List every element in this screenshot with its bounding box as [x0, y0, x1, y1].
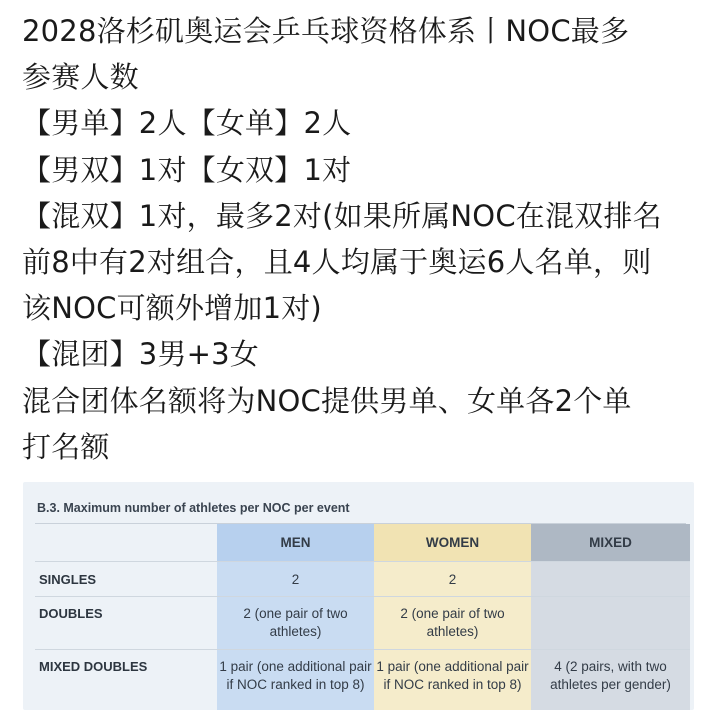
mixed-doubles-line-3: 该NOC可额外增加1对)	[22, 291, 322, 326]
header-women: WOMEN	[374, 524, 531, 561]
event-cell: MIXED DOUBLES	[39, 659, 148, 674]
table-header-row	[35, 524, 690, 562]
mixed-doubles-line-2: 前8中有2对组合，且4人均属于奥运6人名单，则	[22, 245, 652, 280]
men-cell: 2 (one pair of two athletes)	[217, 597, 374, 649]
quota-table-image	[23, 482, 694, 710]
mixed-team-line: 【混团】3男+3女	[22, 337, 260, 372]
quota-table	[35, 524, 690, 710]
table-row-mixed-doubles	[35, 650, 690, 710]
table-title: B.3. Maximum number of athletes per NOC per event	[37, 501, 350, 515]
mixed-cell	[531, 597, 690, 649]
event-cell: SINGLES	[39, 572, 97, 587]
post-title-line-1: 2028洛杉矶奥运会乒乓球资格体系丨NOC最多	[22, 14, 630, 48]
table-row-doubles	[35, 597, 690, 650]
post-title-line-2: 参赛人数	[22, 60, 139, 95]
women-cell: 2	[374, 562, 531, 596]
doubles-quota-line: 【男双】1对【女双】1对	[22, 152, 352, 187]
mixed-team-note-line-2: 打名额	[22, 429, 110, 464]
singles-quota-line: 【男单】2人【女单】2人	[22, 106, 352, 141]
mixed-cell: 4 (2 pairs, with two athletes per gender)	[531, 650, 690, 710]
men-cell: 2	[217, 562, 374, 596]
header-mixed: MIXED	[531, 524, 690, 561]
women-cell: 2 (one pair of two athletes)	[374, 597, 531, 649]
men-cell: 1 pair (one additional pair if NOC ranked in top 8)	[217, 650, 374, 710]
mixed-doubles-line-1: 【混双】1对，最多2对(如果所属NOC在混双排名	[22, 198, 662, 233]
table-row-singles	[35, 562, 690, 597]
header-men: MEN	[217, 524, 374, 561]
post-text	[22, 8, 712, 470]
mixed-team-note-line-1: 混合团体名额将为NOC提供男单、女单各2个单	[22, 383, 632, 418]
mixed-cell	[531, 562, 690, 596]
event-cell: DOUBLES	[39, 606, 103, 621]
header-event	[35, 524, 217, 561]
women-cell: 1 pair (one additional pair if NOC ranked in top 8)	[374, 650, 531, 710]
